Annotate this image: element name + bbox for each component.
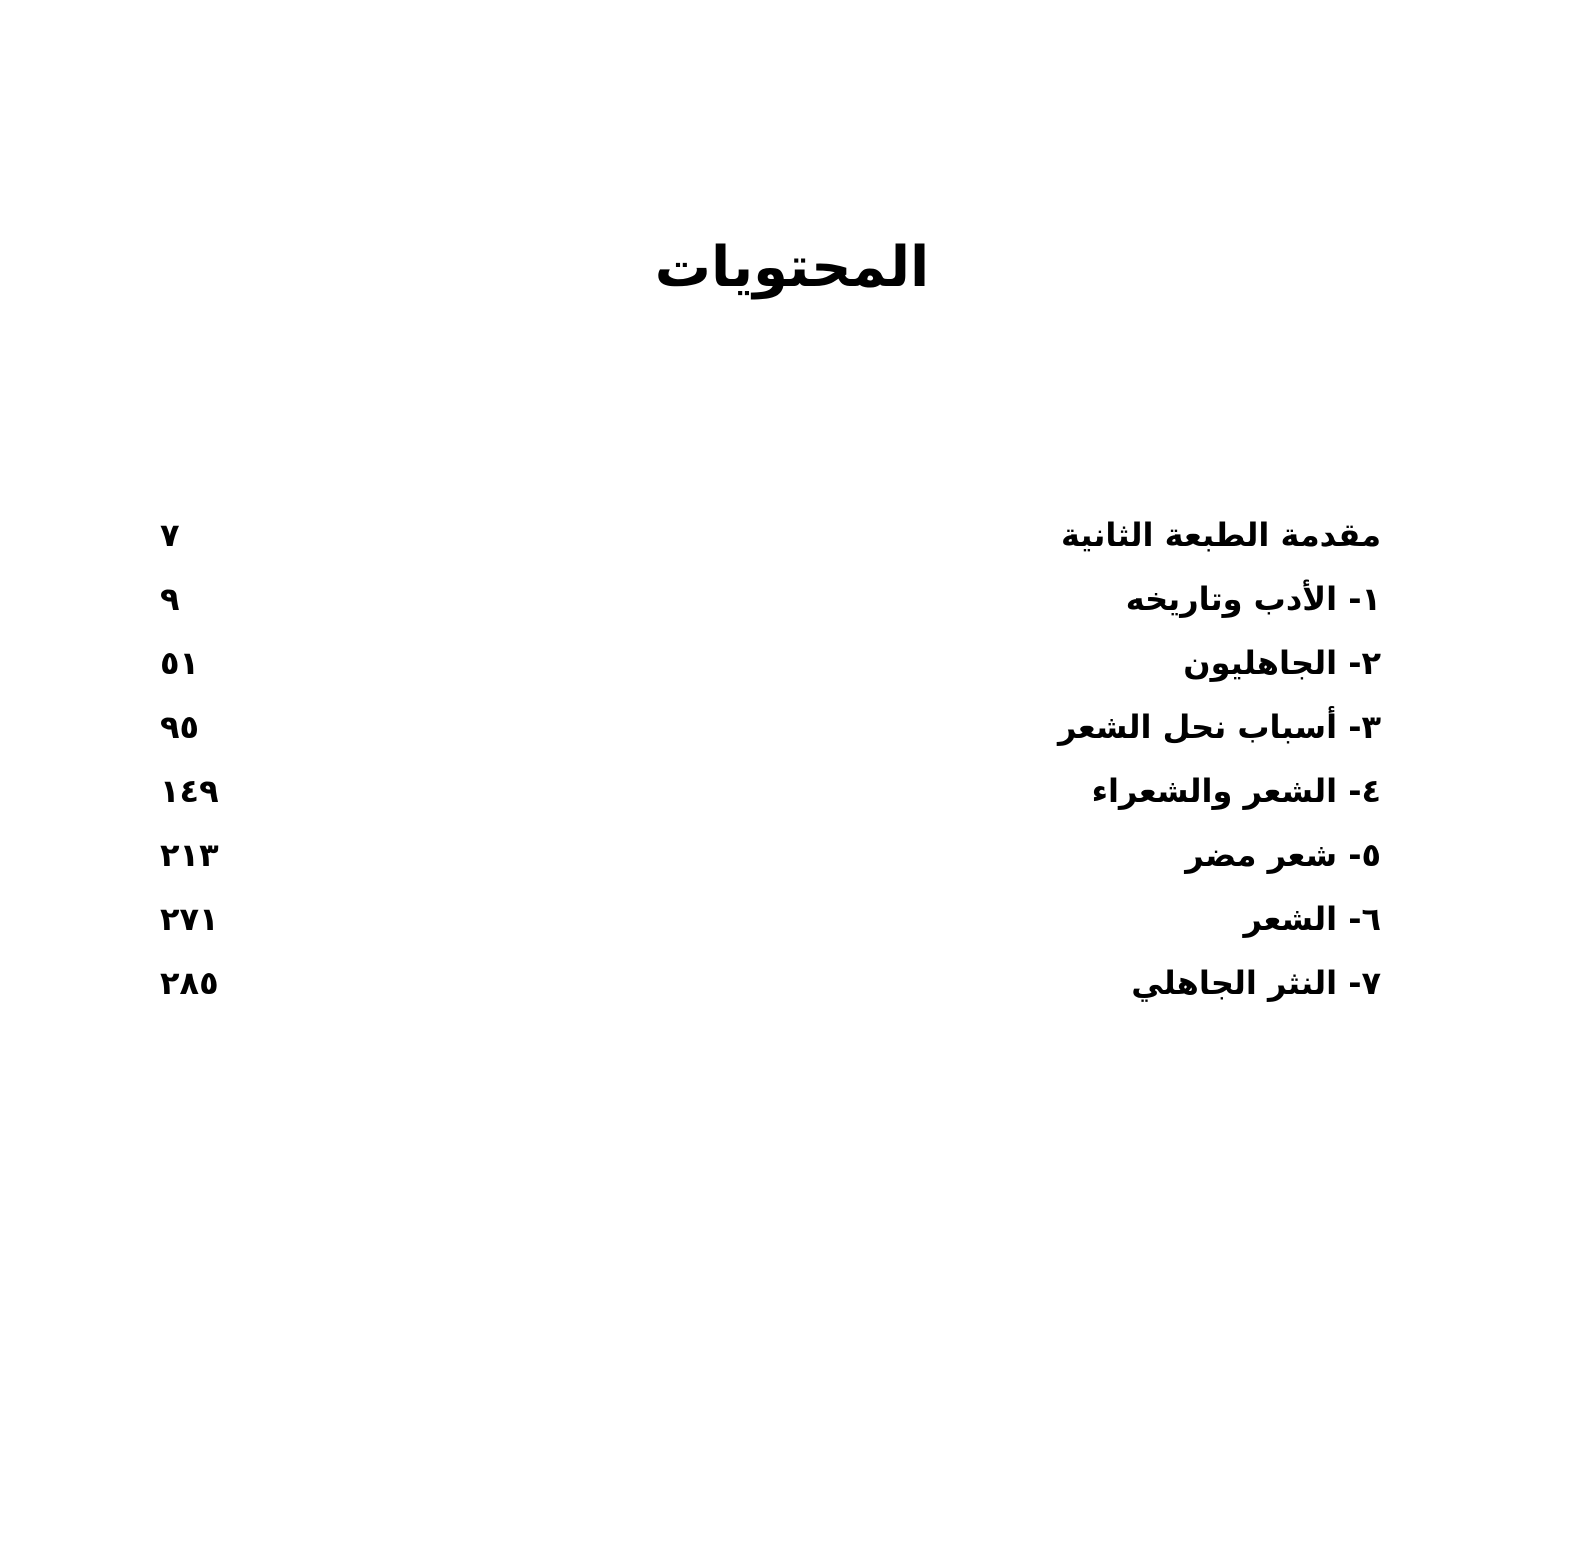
toc-entry-title: مقدمة الطبعة الثانية (1060, 516, 1381, 554)
toc-entry-page-number: ٥١ (160, 644, 200, 682)
toc-entry-page-number: ٩ (160, 580, 180, 618)
toc-entry-title: ٤- الشعر والشعراء (1091, 772, 1381, 810)
toc-entry-page-number: ٢٨٥ (160, 964, 219, 1002)
toc-row (0, 889, 1584, 953)
toc-entry-title: ٢- الجاهليون (1183, 644, 1381, 682)
page-title: المحتويات (654, 235, 930, 300)
toc-entry-title: ٦- الشعر (1243, 900, 1381, 938)
toc-entry-title: ٣- أسباب نحل الشعر (1057, 708, 1381, 746)
toc-entry-page-number: ٧ (160, 516, 180, 554)
toc-entry-page-number: ١٤٩ (160, 772, 219, 810)
toc-entry-page-number: ٢١٣ (160, 836, 219, 874)
toc-row (0, 697, 1584, 761)
toc-entry-page-number: ٩٥ (160, 708, 200, 746)
toc-row (0, 633, 1584, 697)
table-of-contents (0, 505, 1584, 1017)
toc-row (0, 953, 1584, 1017)
toc-row (0, 825, 1584, 889)
toc-row (0, 569, 1584, 633)
toc-entry-title: ٥- شعر مضر (1185, 836, 1381, 874)
toc-entry-page-number: ٢٧١ (160, 900, 219, 938)
toc-row (0, 505, 1584, 569)
toc-entry-title: ٧- النثر الجاهلي (1131, 964, 1381, 1002)
toc-entry-title: ١- الأدب وتاريخه (1125, 580, 1381, 618)
toc-row (0, 761, 1584, 825)
